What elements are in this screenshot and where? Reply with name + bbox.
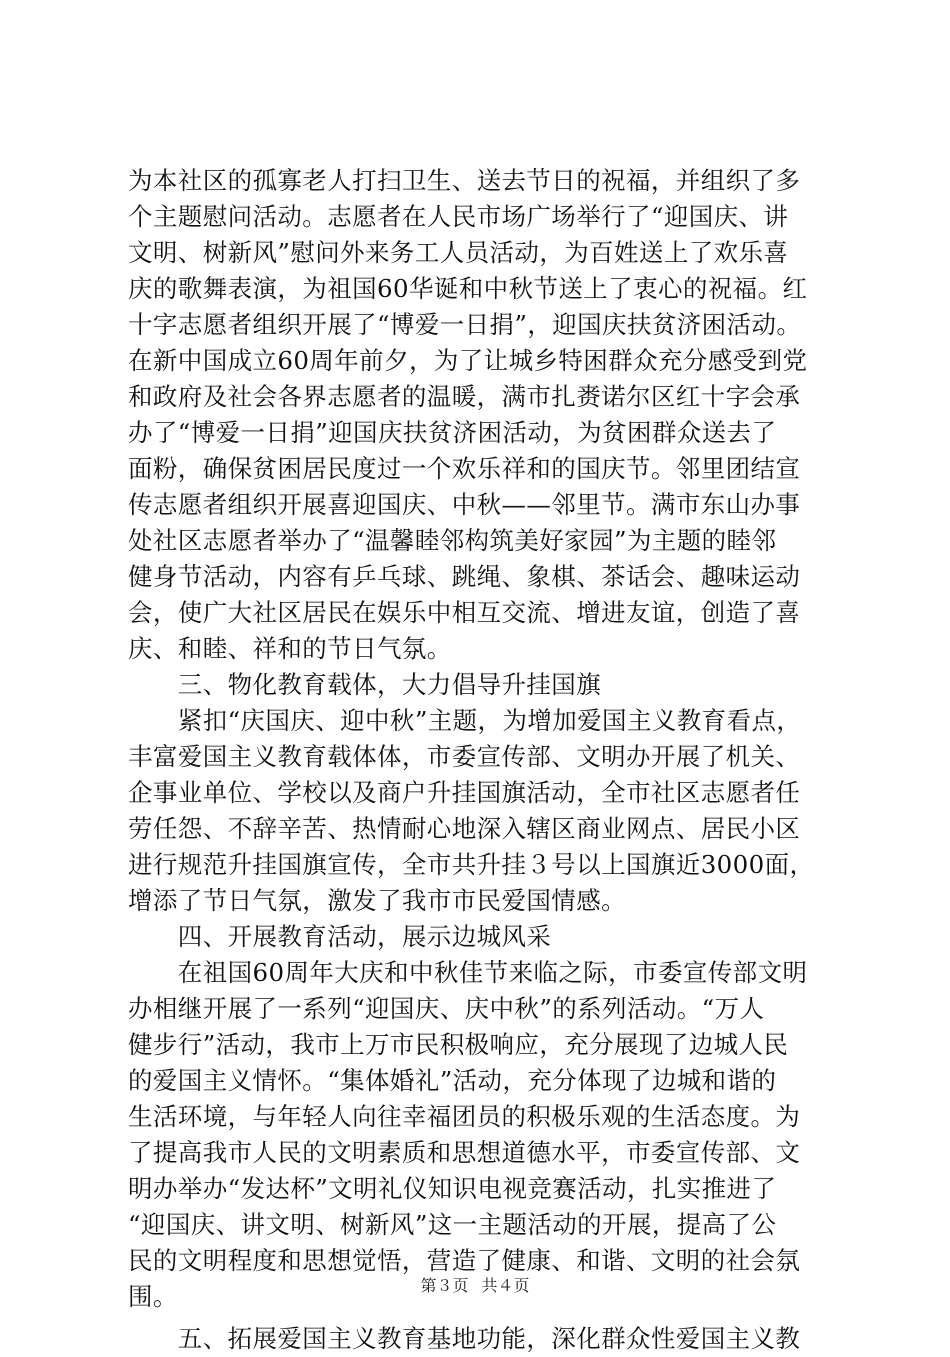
section-heading: 五、拓展爱国主义教育基地功能，深化群众性爱国主义教 <box>128 1324 801 1353</box>
text-line: 增添了节日气氛，激发了我市市民爱国情感。 <box>128 886 626 915</box>
text-line: 传志愿者组织开展喜迎国庆、中秋——邻里节。满市东山办事 <box>128 490 801 519</box>
text-line: 办相继开展了一系列“迎国庆、庆中秋”的系列活动。“万人 <box>128 994 765 1023</box>
text-line: 进行规范升挂国旗宣传，全市共升挂３号以上国旗近3000面， <box>128 850 815 879</box>
text-line: 企事业单位、学校以及商户升挂国旗活动，全市社区志愿者任 <box>128 778 801 807</box>
text-line: 办了“博爱一日捐”迎国庆扶贫济困活动，为贫困群众送去了 <box>128 418 777 447</box>
text-line: 会，使广大社区居民在娱乐中相互交流、增进友谊，创造了喜 <box>128 598 801 627</box>
text-line: 的爱国主义情怀。“集体婚礼”活动，充分体现了边城和谐的 <box>128 1066 777 1095</box>
text-line: 丰富爱国主义教育载体体，市委宣传部、文明办开展了机关、 <box>128 742 801 771</box>
text-line: 紧扣“庆国庆、迎中秋”主题，为增加爱国主义教育看点， <box>128 706 802 735</box>
text-line: 和政府及社会各界志愿者的温暖，满市扎赉诺尔区红十字会承 <box>128 382 801 411</box>
text-line: 健身节活动，内容有乒乓球、跳绳、象棋、茶话会、趣味运动 <box>128 562 801 591</box>
text-line: 在新中国成立60周年前夕，为了让城乡特困群众充分感受到党 <box>128 346 808 375</box>
text-line: 文明、树新风”慰问外来务工人员活动，为百姓送上了欢乐喜 <box>128 238 789 267</box>
text-line: 庆、和睦、祥和的节日气氛。 <box>128 634 452 663</box>
text-line: 处社区志愿者举办了“温馨睦邻构筑美好家园”为主题的睦邻 <box>128 526 777 555</box>
page-footer <box>0 1275 950 1297</box>
text-line: 了提高我市人民的文明素质和思想道德水平，市委宣传部、文 <box>128 1138 801 1167</box>
text-line: 为本社区的孤寡老人打扫卫生、送去节日的祝福，并组织了多 <box>128 166 801 195</box>
text-line: “迎国庆、讲文明、树新风”这一主题活动的开展，提高了公 <box>128 1210 777 1239</box>
text-line: 围。 <box>128 1282 178 1311</box>
section-heading: 四、开展教育活动，展示边城风采 <box>128 922 552 951</box>
text-line: 明办举办“发达杯”文明礼仪知识电视竞赛活动，扎实推进了 <box>128 1174 777 1203</box>
page-number: 第３页 <box>420 1276 469 1295</box>
text-line: 民的文明程度和思想觉悟，营造了健康、和谐、文明的社会氛 <box>128 1246 801 1275</box>
document-body <box>128 163 840 1357</box>
text-line: 个主题慰问活动。志愿者在人民市场广场举行了“迎国庆、讲 <box>128 202 789 231</box>
text-line: 劳任怨、不辞辛苦、热情耐心地深入辖区商业网点、居民小区 <box>128 814 801 843</box>
text-line: 健步行”活动，我市上万市民积极响应，充分展现了边城人民 <box>128 1030 789 1059</box>
text-line: 面粉，确保贫困居民度过一个欢乐祥和的国庆节。邻里团结宣 <box>128 454 801 483</box>
text-line: 庆的歌舞表演，为祖国60华诞和中秋节送上了衷心的祝福。红 <box>128 274 808 303</box>
page-total: 共４页 <box>481 1276 530 1295</box>
section-heading: 三、物化教育载体，大力倡导升挂国旗 <box>128 670 602 699</box>
text-line: 十字志愿者组织开展了“博爱一日捐”，迎国庆扶贫济困活动。 <box>128 310 802 339</box>
text-line: 在祖国60周年大庆和中秋佳节来临之际，市委宣传部文明 <box>128 958 808 987</box>
text-line: 生活环境，与年轻人向往幸福团员的积极乐观的生活态度。为 <box>128 1102 801 1131</box>
